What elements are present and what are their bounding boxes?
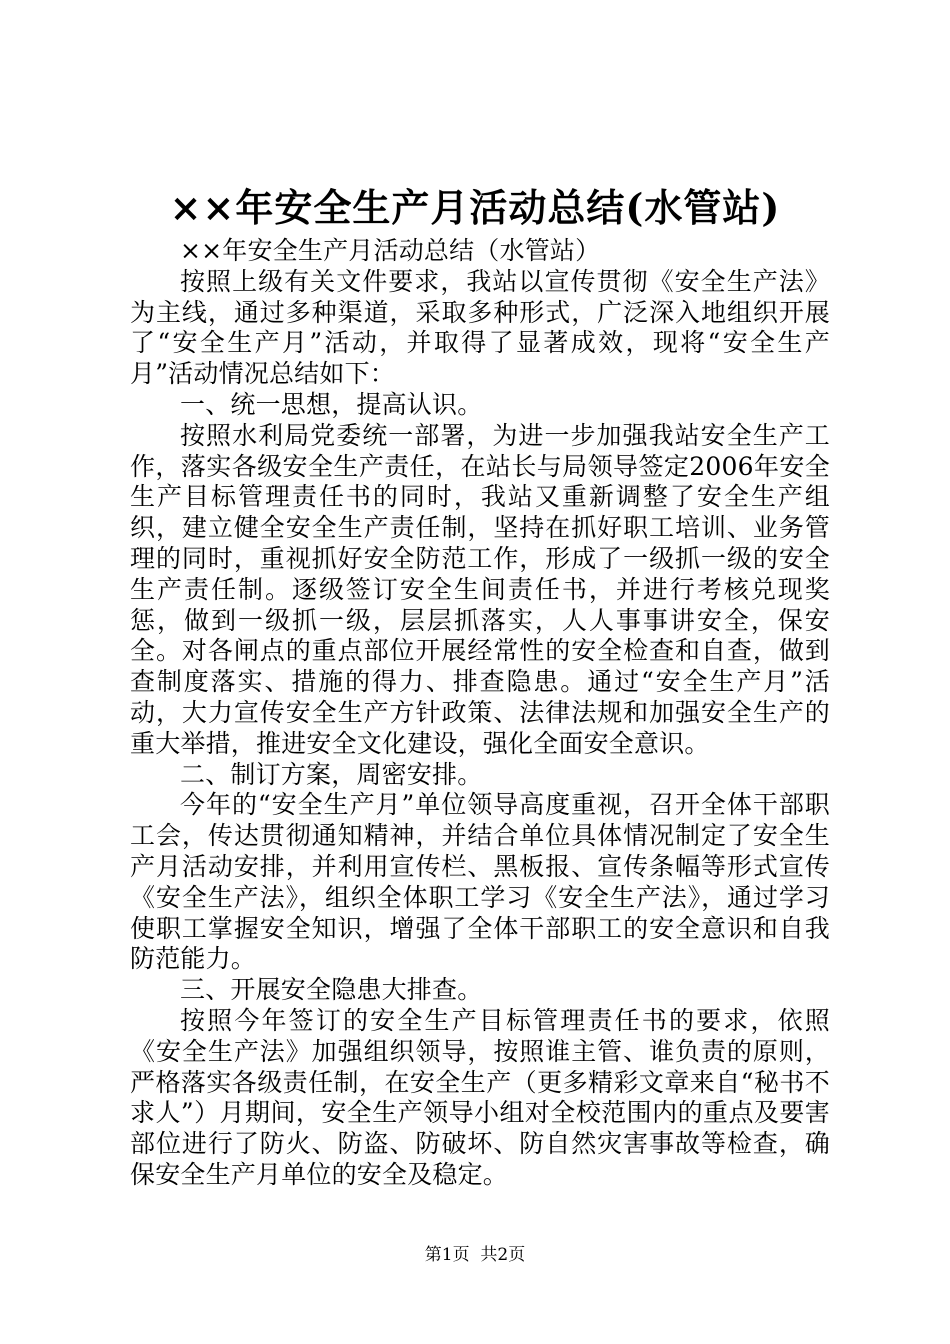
document-title: ××年安全生产月活动总结(水管站): [169, 185, 781, 230]
page-number: 第1页 共2页: [424, 1245, 526, 1265]
section-2-paragraph: 今年的“安全生产月”单位领导高度重视，召开全体干部职工会，传达贯彻通知精神，并结合单位具体情况制定了安全生产月活动安排，并利用宣传栏、黑板报、宣传条幅等形式宣传《安全生产法》，组织全体职工学习《安全生产法》，通过学习使职工掌握安全知识，增强了全体干部职工的安全意识和自我防范能力。: [130, 790, 830, 974]
section-heading-2: 二、制订方案，周密安排。: [180, 759, 483, 789]
page-footer: [0, 1244, 950, 1266]
section-heading-1: 一、统一思想，提高认识。: [180, 389, 483, 419]
section-1-paragraph: 按照水利局党委统一部署，为进一步加强我站安全生产工作，落实各级安全生产责任，在站长与局领导签定2006年安全生产目标管理责任书的同时，我站又重新调整了安全生产组织，建立健全安全生产责任制，坚持在抓好职工培训、业务管理的同时，重视抓好安全防范工作，形成了一级抓一级的安全生产责任制。逐级签订安全生间责任书，并进行考核兑现奖惩，做到一级抓一级，层层抓落实，人人事事讲安全，保安全。对各闸点的重点部位开展经常性的安全检查和自查，做到查制度落实、措施的得力、排查隐患。通过“安全生产月”活动，大力宣传安全生产方针政策、法律法规和加强安全生产的重大举措，推进安全文化建设，强化全面安全意识。: [130, 420, 830, 758]
section-3-paragraph: 按照今年签订的安全生产目标管理责任书的要求，依照《安全生产法》加强组织领导，按照谁主管、谁负责的原则，严格落实各级责任制，在安全生产（更多精彩文章来自“秘书不求人”）月期间，安全生产领导小组对全校范围内的重点及要害部位进行了防火、防盗、防破坏、防自然灾害事故等检查，确保安全生产月单位的安全及稳定。: [130, 1005, 830, 1189]
intro-paragraph: 按照上级有关文件要求，我站以宣传贯彻《安全生产法》为主线，通过多种渠道，采取多种形式，广泛深入地组织开展了“安全生产月”活动，并取得了显著成效，现将“安全生产月”活动情况总结如下：: [130, 266, 830, 389]
subtitle-paragraph: ××年安全生产月活动总结（水管站）: [180, 236, 601, 265]
section-heading-3: 三、开展安全隐患大排查。: [180, 975, 483, 1005]
document-body: [130, 236, 830, 1191]
